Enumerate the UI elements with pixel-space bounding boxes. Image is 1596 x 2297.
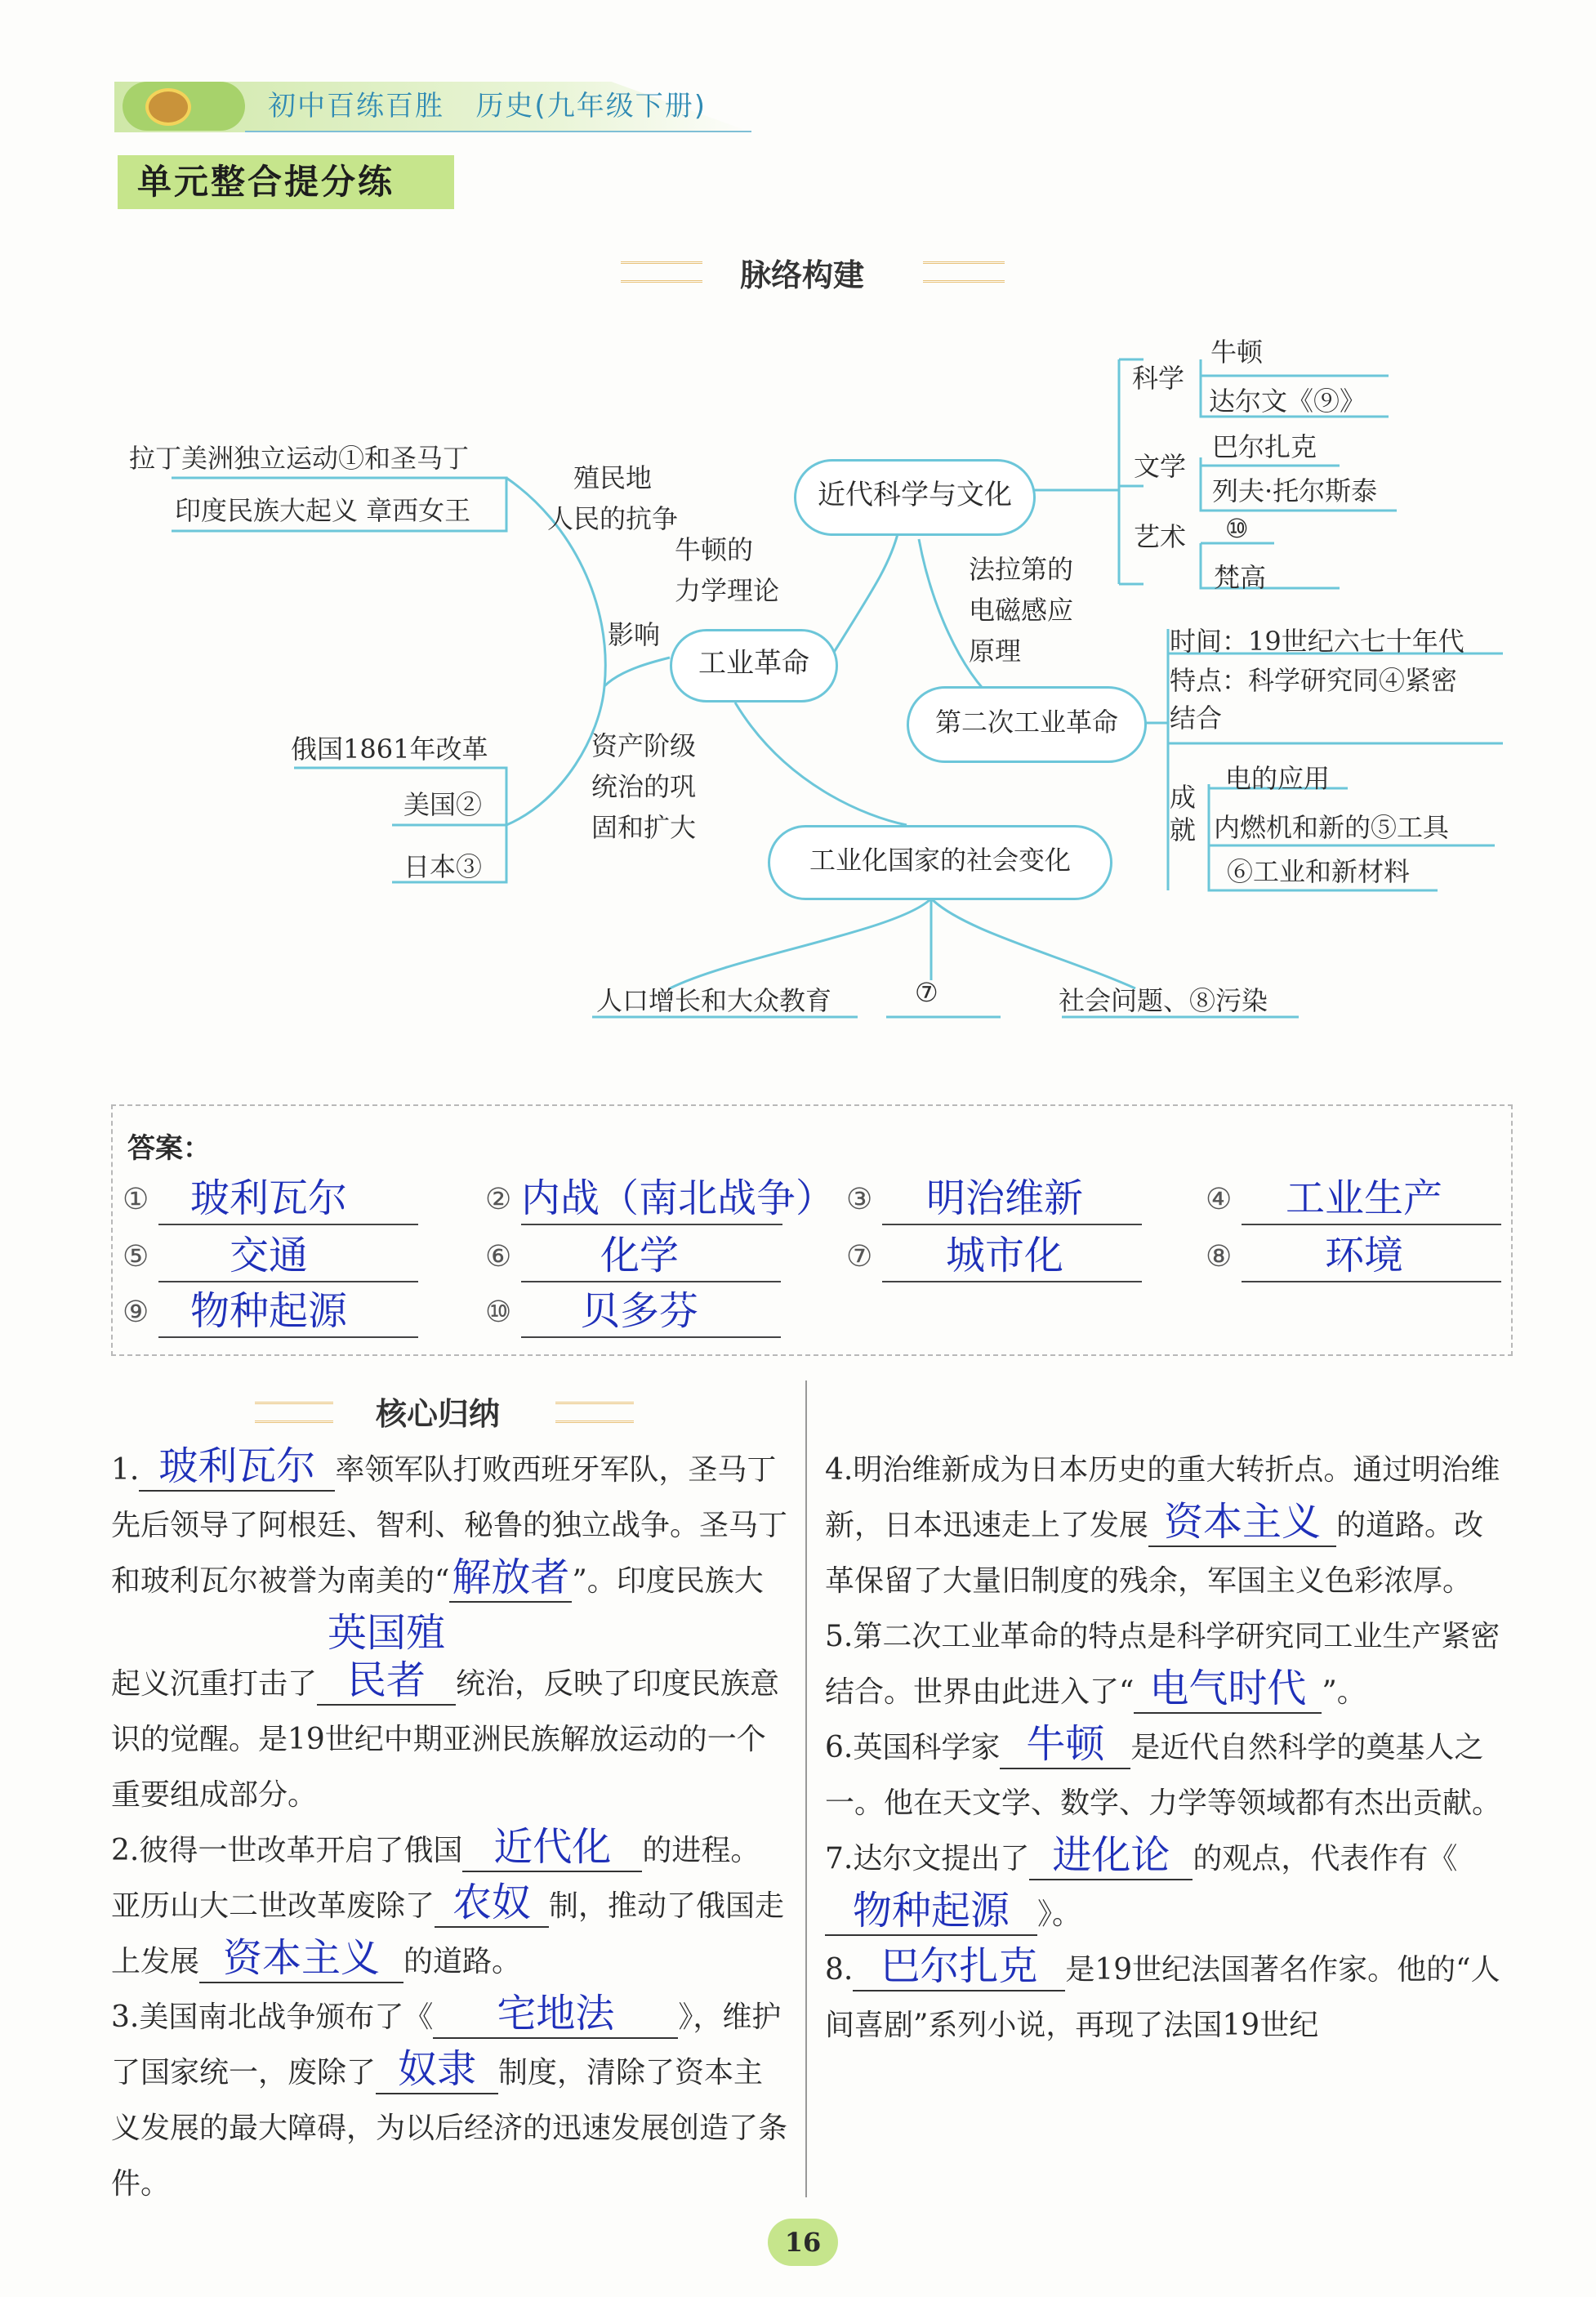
heading-decoration-right	[555, 1402, 634, 1423]
core-item-1: 1. 玻利瓦尔 率领军队打败西班牙军队，圣马丁先后领导了阿根廷、智利、秘鲁的独立战争。圣马丁和玻利瓦尔被誉为南美的“解放者”。印度民族大起义沉重打击了英国殖民者 统治，反映了印度民族意识的觉醒。是19世纪中期亚洲民族解放运动的一个重要组成部分。	[111, 1443, 788, 1812]
core-item-7: 7.达尔文提出了 进化论 的观点，代表作有《物种起源 》。	[825, 1831, 1511, 1942]
answer-blank: 资本主义	[199, 1934, 403, 1983]
social-blank-7: ⑦	[915, 977, 938, 1008]
label-literature: 文学	[1134, 451, 1187, 482]
answer-num: ⑩	[485, 1296, 512, 1329]
second-ir-time: 时间：19世纪六七十年代	[1170, 626, 1464, 657]
answer-num: ⑧	[1206, 1240, 1233, 1273]
social-population-education: 人口增长和大众教育	[596, 985, 832, 1016]
answer-num: ⑨	[123, 1296, 149, 1329]
mindmap-title: 脉络构建	[740, 257, 865, 293]
answer-value: 城市化	[945, 1233, 1063, 1278]
core-right-column	[825, 1443, 1511, 2054]
core-item-3: 3.美国南北战争颁布了《 宅地法 》，维护了国家统一，废除了 奴隶 制度，清除了资本主义发展的最大障碍，为以后经济的迅速发展创造了条件。	[111, 1991, 788, 2201]
answer-blank: 进化论	[1029, 1831, 1193, 1880]
achievement-chemical-materials: ⑥工业和新材料	[1227, 856, 1411, 887]
core-item-4: 4.明治维新成为日本历史的重大转折点。通过明治维新，日本迅速走上了发展 资本主义 的道路。改革保留了大量旧制度的残余，军国主义色彩浓厚。	[825, 1453, 1500, 1598]
answer-num: ②	[485, 1183, 512, 1216]
label-faraday: 法拉第的 电磁感应 原理	[969, 554, 1074, 667]
answer-value: 内战（南北战争）	[521, 1175, 836, 1221]
column-divider	[805, 1380, 807, 2197]
label-art: 艺术	[1134, 521, 1187, 552]
answer-blank: 牛顿	[1000, 1720, 1130, 1769]
second-ir-feature-cont: 结合	[1170, 702, 1223, 734]
second-ir-feature: 特点：科学研究同④紧密	[1170, 665, 1458, 696]
literature-item-tolstoy: 列夫·托尔斯泰	[1212, 475, 1378, 506]
oval-second-industrial-revolution: 第二次工业革命	[907, 686, 1147, 763]
science-item-newton: 牛顿	[1210, 337, 1264, 368]
achievement-engine-transport: 内燃机和新的⑤工具	[1214, 812, 1450, 843]
answer-label: 答案：	[127, 1132, 211, 1165]
answer-num: ⑦	[846, 1240, 873, 1273]
answer-blank: 巴尔扎克	[853, 1942, 1065, 1991]
answer-blank: 玻利瓦尔	[139, 1443, 335, 1492]
label-influence: 影响	[608, 619, 661, 650]
answer-value: 物种起源	[189, 1288, 347, 1334]
answer-num: ③	[846, 1183, 873, 1216]
unit-title: 单元整合提分练	[118, 155, 454, 209]
answer-blank: 电气时代	[1134, 1665, 1322, 1714]
heading-decoration-left	[255, 1402, 333, 1423]
answer-value: 贝多芬	[580, 1288, 698, 1334]
core-item-5: 5.第二次工业革命的特点是科学研究同工业生产紧密结合。世界由此进入了“ 电气时代 ”。	[825, 1609, 1511, 1720]
core-item-8: 8. 巴尔扎克 是19世纪法国著名作家。他的“人间喜剧”系列小说，再现了法国19世纪	[825, 1943, 1500, 2042]
answer-blank: 解放者	[449, 1554, 572, 1603]
node-india: 印度民族大起义 章西女王	[175, 495, 471, 526]
answer-value: 化学	[600, 1233, 679, 1278]
core-title: 核心归纳	[376, 1396, 501, 1432]
answer-num: ⑥	[485, 1240, 512, 1273]
node-russia: 俄国1861年改革	[291, 734, 488, 765]
label-colonial-struggle: 殖民地 人民的抗争	[547, 462, 679, 534]
label-achievements: 成就	[1170, 782, 1197, 845]
answer-value: 交通	[229, 1233, 308, 1278]
answer-blank: 英国殖民者	[317, 1609, 456, 1706]
social-problems-pollution: 社会问题、⑧污染	[1059, 985, 1268, 1016]
core-left-column	[111, 1443, 789, 2212]
answer-value: 玻利瓦尔	[189, 1175, 347, 1221]
answer-blank: 宅地法	[433, 1990, 678, 2039]
core-item-6: 6.英国科学家 牛顿 是近代自然科学的奠基人之一。他在天文学、数学、力学等领域都有杰出贡献。	[825, 1721, 1502, 1820]
answer-blank: 资本主义	[1148, 1498, 1336, 1547]
label-bourgeois-rule: 资产阶级 统治的巩 固和扩大	[591, 730, 697, 843]
label-science: 科学	[1132, 363, 1185, 394]
header-title: 初中百练百胜 历史(九年级下册)	[268, 90, 707, 123]
oval-industrial-revolution: 工业革命	[670, 629, 838, 702]
achievement-electricity: 电的应用	[1225, 763, 1331, 794]
answer-num: ④	[1206, 1183, 1233, 1216]
node-usa: 美国②	[403, 789, 483, 820]
core-item-2: 2.彼得一世改革开启了俄国 近代化 的进程。亚历山大二世改革废除了 农奴 制，推动了俄国走上发展 资本主义 的道路。	[111, 1823, 789, 1990]
page-number: 16	[768, 2219, 838, 2266]
answer-value: 明治维新	[925, 1175, 1083, 1221]
answer-blank: 近代化	[462, 1823, 642, 1872]
oval-social-changes: 工业化国家的社会变化	[768, 825, 1112, 900]
node-japan: 日本③	[403, 851, 483, 882]
answer-blank: 奴隶	[376, 2045, 498, 2094]
science-item-darwin: 达尔文《⑨》	[1209, 386, 1366, 417]
answer-value: 环境	[1324, 1233, 1403, 1278]
art-item-blank-10: ⑩	[1225, 513, 1249, 544]
literature-item-balzac: 巴尔扎克	[1212, 431, 1317, 462]
answer-blank: 农奴	[435, 1879, 549, 1928]
node-latin-america: 拉丁美洲独立运动①和圣马丁	[129, 443, 470, 474]
answer-value: 工业生产	[1285, 1175, 1442, 1221]
mindmap-connectors	[0, 0, 1596, 1062]
answer-num: ①	[123, 1183, 149, 1216]
oval-modern-science-culture: 近代科学与文化	[794, 459, 1036, 536]
answer-num: ⑤	[123, 1240, 149, 1273]
answer-blank: 物种起源	[825, 1887, 1037, 1936]
label-newton-mechanics: 牛顿的 力学理论	[675, 534, 780, 606]
art-item-van-gogh: 梵高	[1214, 562, 1267, 593]
